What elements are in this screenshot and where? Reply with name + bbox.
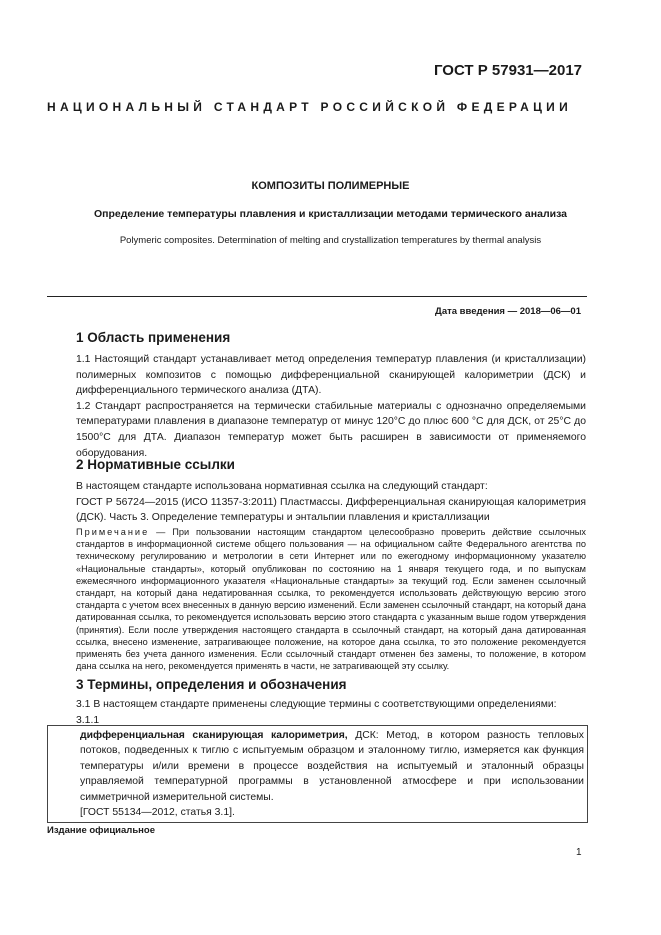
section-3-body (47, 697, 586, 728)
terms-intro: 3.1 В настоящем стандарте применены следующие термины с соответствующими определениями: (76, 699, 557, 710)
standard-number: ГОСТ Р 57931—2017 (433, 62, 582, 79)
paragraph-1-2: 1.2 Стандарт распространяется на термически стабильные материалы с однозначно определяемыми температурами плавления в диапазоне температур от минус 120°С до плюс 600 °С для ДСК, от 25°С до 1500°С для ДТА. Диапазон температур может быть расширен в зависимости от применяемого оборудования. (76, 400, 586, 459)
note-text: — При пользовании настоящим стандартом целесообразно проверить действие ссылочных стандартов в информационной системе общего пользования — на официальном сайте Федерального агентства по техническому регулированию и метрологии в сети Интернет или по ежегодному информационному указателю «Национальные стандарты», который опубликован по состоянию на 1 января текущего года, и по выпускам ежемесячного информационного указателя «Национальные стандарты» за текущий год. Если заменен ссылочный стандарт, на который дана недатированная ссылка, то рекомендуется использовать действующую версию этого стандарта с учетом всех внесенных в данную версию изменений. Если заменен ссылочный стандарт, на который дана датированная ссылка, то рекомендуется использовать версию этого стандарта с указанным выше годом утверждения (принятия). Если после утверждения настоящего стандарта в ссылочный стандарт, на который дана датированная ссылка, внесено изменение, затрагивающее положение, на которое дана ссылка, то это положение рекомендуется применять без учета данного изменения. Если ссылочный стандарт отменен без замены, то положение, в котором дана ссылка на него, рекомендуется применять в части, не затрагивающей эту ссылку. (76, 527, 586, 672)
references-intro: В настоящем стандарте использована нормативная ссылка на следующий стандарт: (76, 481, 488, 492)
national-standard-banner: НАЦИОНАЛЬНЫЙ СТАНДАРТ РОССИЙСКОЙ ФЕДЕРАЦИИ (47, 100, 573, 114)
reference-gost-56724: ГОСТ Р 56724—2015 (ИСО 11357-3:2011) Пластмассы. Дифференциальная сканирующая калориметрия (ДСК). Часть 3. Определение температуры и энтальпии плавления и кристаллизации (76, 496, 586, 524)
term-number: 3.1.1 (76, 714, 100, 726)
introduction-date: Дата введения — 2018—06—01 (435, 306, 581, 317)
paragraph-1-1: 1.1 Настоящий стандарт устанавливает метод определения температур плавления (и кристаллизации) полимерных композитов с помощью дифференциальной сканирующей калориметрии (ДСК) и дифференциального термического анализа (ДТА). (76, 354, 586, 397)
document-title-english: Polymeric composites. Determination of melting and crystallization temperatures by thermal analysis (119, 235, 542, 246)
page-number: 1 (576, 847, 582, 858)
edition-label: Издание официальное (47, 825, 155, 836)
note-label: Примечание (76, 527, 150, 537)
term-name: дифференциальная сканирующая калориметрия, (80, 730, 348, 741)
term-definition-box (47, 725, 588, 823)
section-1-heading: 1 Область применения (76, 330, 231, 345)
section-1-body (47, 352, 586, 461)
term-source: [ГОСТ 55134—2012, статья 3.1]. (80, 807, 235, 819)
section-2-body (47, 479, 586, 526)
title-divider (47, 296, 587, 297)
document-subtitle: Определение температуры плавления и кристаллизации методами термического анализа (93, 208, 567, 220)
section-3-heading: 3 Термины, определения и обозначения (76, 677, 347, 692)
document-title: КОМПОЗИТЫ ПОЛИМЕРНЫЕ (251, 180, 410, 192)
section-2-heading: 2 Нормативные ссылки (76, 457, 235, 472)
term-definition: ДСК: Метод, в котором разность тепловых потоков, подведенных к тиглю с испытуемым образцом и эталонному тиглю, измеряется как функция температуры и/или времени в процессе воздействия на испытуемый и эталонный образцы управляемой температурной программы в установленной атмосфере и при использовании симметричной измерительной системы. (80, 730, 584, 803)
references-note (47, 526, 586, 672)
